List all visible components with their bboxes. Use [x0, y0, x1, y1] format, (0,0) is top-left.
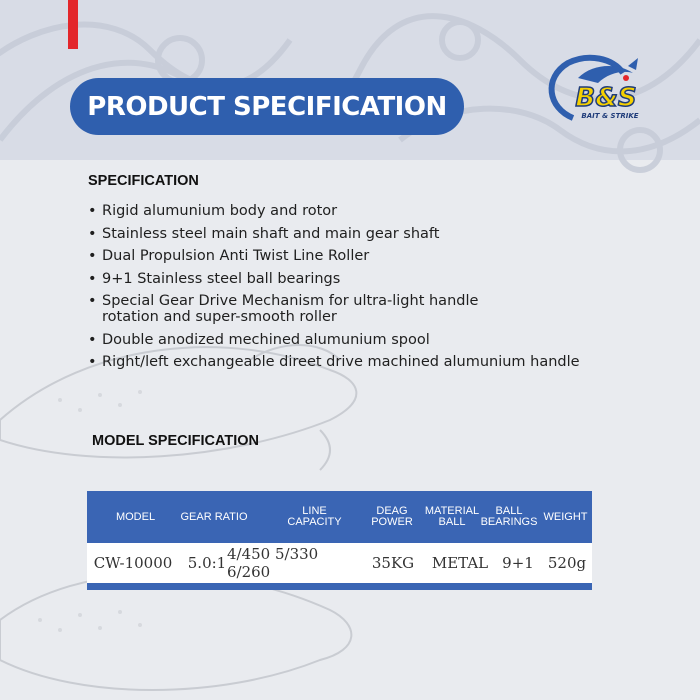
- column-header-weight: WEIGHT: [543, 510, 588, 523]
- table-footer-bar: [87, 583, 592, 590]
- bullet-dot-icon: •: [88, 248, 97, 264]
- logo-subtext: BAIT & STRIKE: [581, 112, 639, 120]
- column-header-material: MATERIAL BALL: [424, 505, 480, 528]
- logo-text: B&S: [575, 83, 637, 113]
- page-title: PRODUCT SPECIFICATION: [70, 78, 464, 135]
- bullet-dot-icon: •: [88, 293, 97, 309]
- list-item: • 9+1 Stainless steel ball bearings: [88, 270, 341, 287]
- column-header-gear-ratio: GEAR RATIO: [180, 510, 248, 523]
- column-header-drag-power: DEAG POWER: [371, 505, 413, 528]
- list-item: • Rigid alumunium body and rotor: [88, 203, 338, 219]
- model-specification-heading: MODEL SPECIFICATION: [92, 433, 260, 449]
- column-header-ball-bearings: BALL BEARINGS: [480, 505, 538, 528]
- bullet-dot-icon: •: [88, 270, 97, 287]
- cell-gear-ratio: 5.0:1: [187, 554, 227, 572]
- cell-weight: 520g: [547, 554, 587, 572]
- specification-heading: SPECIFICATION: [88, 173, 199, 189]
- model-specification-table: [87, 491, 592, 590]
- list-item: • Special Gear Drive Mechanism for ultra-light handle rotation and super-smooth roller: [88, 293, 479, 325]
- cell-material: METAL: [431, 554, 489, 572]
- cell-ball-bearings: 9+1: [502, 554, 534, 572]
- list-item: • Right/left exchangeable direet drive machined alumunium handle: [88, 354, 580, 370]
- table-row: [87, 543, 592, 583]
- column-header-line-capacity: LINE CAPACITY: [287, 505, 342, 528]
- specification-list: [88, 203, 662, 377]
- brand-logo: [538, 48, 658, 138]
- bullet-dot-icon: •: [88, 331, 97, 348]
- cell-line-capacity: 4/450 5/330 6/260: [227, 545, 319, 581]
- cell-drag-power: 35KG: [371, 554, 415, 572]
- list-item: • Double anodized mechined alumunium spool: [88, 331, 430, 348]
- list-item: • Stainless steel main shaft and main gear shaft: [88, 225, 440, 242]
- bullet-dot-icon: •: [88, 203, 97, 219]
- table-header: [87, 491, 592, 543]
- cell-model: CW-10000: [93, 554, 173, 572]
- list-item: • Dual Propulsion Anti Twist Line Roller: [88, 248, 370, 264]
- bullet-dot-icon: •: [88, 354, 97, 370]
- column-header-model: MODEL: [115, 510, 156, 523]
- bullet-dot-icon: •: [88, 225, 97, 242]
- red-accent-bar: [68, 0, 78, 49]
